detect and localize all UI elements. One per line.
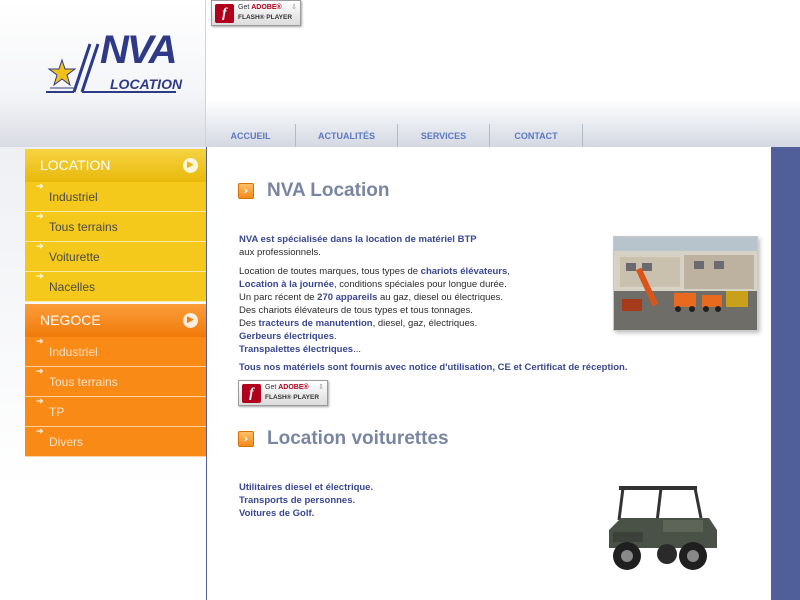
- l6-tail: .: [334, 331, 337, 342]
- section1-body: [239, 265, 510, 356]
- l4-text: Des chariots élévateurs de tous types et tous tonnages.: [239, 305, 473, 316]
- nav-actualites[interactable]: ACTUALITÉS: [296, 124, 398, 148]
- link-gerbeurs-electriques[interactable]: Gerbeurs électriques: [239, 331, 335, 342]
- menu-head-location[interactable]: [25, 149, 206, 182]
- l5-tail: , diesel, gaz, électriques.: [372, 318, 478, 329]
- logo-text-sub: LOCATION: [110, 76, 183, 92]
- menu-item-label: Industriel: [49, 190, 98, 204]
- sidebar-negoce-divers[interactable]: [25, 427, 206, 457]
- l3-text: Un parc récent de: [239, 292, 318, 303]
- main-content: [207, 147, 771, 600]
- link-chariots-elevateurs[interactable]: chariots élévateurs: [420, 266, 508, 277]
- flash-brand-text: ADOBE®: [251, 4, 282, 11]
- sidebar-location-voiturette[interactable]: [25, 242, 206, 272]
- white-arrow-bullet-icon: ➔: [36, 182, 44, 192]
- menu-head-negoce[interactable]: [25, 304, 206, 337]
- section1-intro: [239, 233, 477, 259]
- menu-head-negoce-label: NEGOCE: [40, 312, 101, 328]
- l2-tail: , conditions spéciales pour longue durée.: [334, 279, 507, 290]
- nav-services[interactable]: SERVICES: [398, 124, 490, 148]
- sidebar-location-tous-terrains[interactable]: [25, 212, 206, 242]
- flash-get-text: Get: [265, 384, 277, 391]
- link-transports-personnes[interactable]: Transports de personnes.: [239, 495, 356, 506]
- menu-item-label: TP: [49, 405, 65, 419]
- section-title-location-voiturettes: Location voiturettes: [267, 428, 449, 449]
- menu-head-location-label: LOCATION: [40, 157, 111, 173]
- white-arrow-bullet-icon: ➔: [36, 427, 44, 437]
- section-title-nva-location: NVA Location: [267, 180, 390, 201]
- download-arrow-icon: ⇩: [291, 3, 297, 11]
- menu-item-label: Tous terrains: [49, 375, 118, 389]
- white-arrow-bullet-icon: ➔: [36, 337, 44, 347]
- flash-player-icon: f: [242, 384, 261, 403]
- orange-arrow-icon: ›: [238, 183, 254, 199]
- menu-item-label: Industriel: [49, 345, 98, 359]
- orange-arrow-icon: ›: [238, 431, 254, 447]
- get-flash-player-button[interactable]: [211, 0, 301, 26]
- link-270-appareils[interactable]: 270 appareils: [317, 292, 378, 303]
- utility-vehicle-photo: [601, 478, 722, 580]
- l7-tail: ...: [353, 344, 361, 355]
- link-location-journee[interactable]: Location à la journée: [239, 279, 335, 290]
- menu-item-label: Tous terrains: [49, 220, 118, 234]
- top-nav: [206, 124, 800, 148]
- link-transpalettes-electriques[interactable]: Transpalettes électriques: [239, 344, 354, 355]
- circle-arrow-icon: ▶: [183, 313, 198, 328]
- menu-item-label: Voiturette: [49, 250, 100, 264]
- nav-contact[interactable]: CONTACT: [490, 124, 583, 148]
- sidebar: [0, 147, 206, 600]
- menu-item-label: Divers: [49, 435, 84, 449]
- site-logo[interactable]: [44, 30, 184, 100]
- nav-accueil[interactable]: ACCUEIL: [206, 124, 296, 148]
- flash-get-text: Get: [238, 4, 250, 11]
- download-arrow-icon: ⇩: [318, 383, 324, 391]
- site-header: [0, 0, 800, 147]
- intro-link[interactable]: NVA est spécialisée dans la location de matériel BTP: [239, 234, 477, 245]
- l5-text: Des: [239, 318, 259, 329]
- flash-player-icon: f: [215, 4, 234, 23]
- l1-text: Location de toutes marques, tous types de: [239, 266, 421, 277]
- utility-vehicle-image: [601, 478, 722, 580]
- white-arrow-bullet-icon: ➔: [36, 272, 44, 282]
- logo-text-main: NVA: [100, 28, 176, 72]
- link-utilitaires[interactable]: Utilitaires diesel et électrique.: [239, 482, 374, 493]
- warehouse-photo: [613, 236, 758, 331]
- flash-brand-text: ADOBE®: [278, 384, 309, 391]
- flash-product-text: FLASH® PLAYER: [265, 394, 320, 401]
- logo-panel: [0, 0, 206, 147]
- section1-notice: [239, 361, 628, 374]
- circle-arrow-icon: ▶: [183, 158, 198, 173]
- notice-text: Tous nos matériels sont fournis avec notice d'utilisation, CE et Certificat de réception.: [239, 362, 628, 373]
- l1-tail: ,: [507, 266, 510, 277]
- menu-item-label: Nacelles: [49, 280, 96, 294]
- sidebar-negoce-tp[interactable]: [25, 397, 206, 427]
- white-arrow-bullet-icon: ➔: [36, 242, 44, 252]
- intro-rest: aux professionnels.: [239, 247, 321, 258]
- link-voitures-golf[interactable]: Voitures de Golf.: [239, 508, 315, 519]
- flash-product-text: FLASH® PLAYER: [238, 14, 293, 21]
- sidebar-location-industriel[interactable]: [25, 182, 206, 212]
- white-arrow-bullet-icon: ➔: [36, 367, 44, 377]
- sidebar-negoce-tous-terrains[interactable]: [25, 367, 206, 397]
- white-arrow-bullet-icon: ➔: [36, 397, 44, 407]
- section2-body: [239, 481, 373, 520]
- warehouse-photo-image: [614, 237, 758, 331]
- l3-tail: au gaz, diesel ou électriques.: [377, 292, 504, 303]
- get-flash-player-button[interactable]: [238, 380, 328, 406]
- link-tracteurs-manutention[interactable]: tracteurs de manutention: [258, 318, 373, 329]
- sidebar-negoce-industriel[interactable]: [25, 337, 206, 367]
- sidebar-location-nacelles[interactable]: [25, 272, 206, 302]
- white-arrow-bullet-icon: ➔: [36, 212, 44, 222]
